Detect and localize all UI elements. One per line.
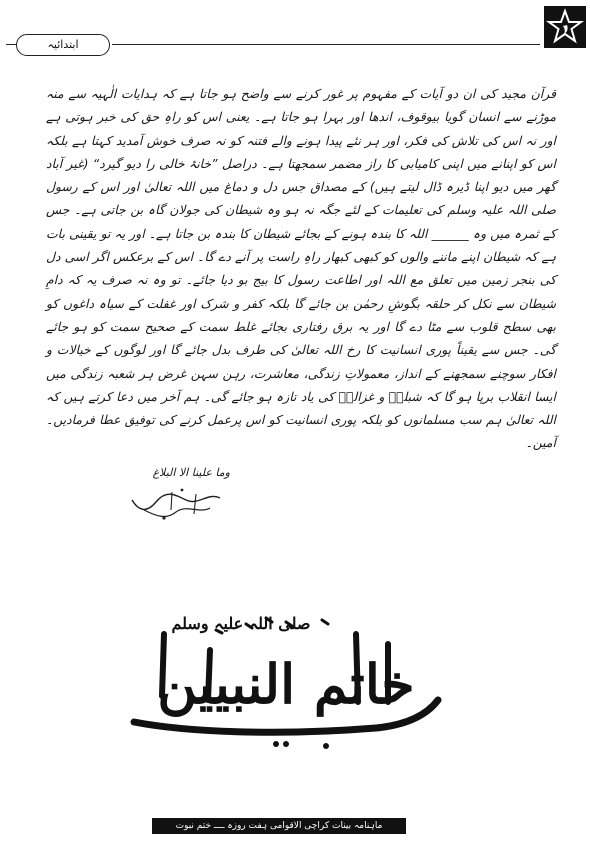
section-label: ابتدائیہ [16, 34, 110, 56]
footer-bar: ماہنامہ بینات کراچی الاقوامی ہفت روزہ ــــ ختم نبوت [152, 818, 406, 834]
editorial-text [46, 82, 556, 455]
calligraphy-honorific: صلی اللہ علیہ وسلم [171, 614, 311, 633]
star-emblem-icon [544, 6, 586, 48]
author-signature [126, 484, 226, 524]
header-rule-left [6, 44, 16, 45]
closing-line: وما علینا الا البلاغ [152, 466, 230, 479]
body-paragraph: قرآن مجید کی ان دو آیات کے مفہوم پر غور کرنے سے واضح ہو جاتا ہے کہ ہدایات الٰہیہ سے منہ موڑنے سے انسان گویا بیوقوف، اندھا اور بہرا ہو جاتا ہے۔ یعنی اس کو راہِ حق کی خبر ہوتی ہے اور نہ اس کی تلاش کی فکر، اور ہر نئے پیدا ہونے والے فتنہ کو نہ صرف خوش آمدید کہتا ہے بلکہ اس کو اپنانے میں اپنی کامیابی کا راز مضمر سمجھتا ہے۔ دراصل ”خانۂ خالی را دیو گیرد“ (غیر آباد گھر میں دیو اپنا ڈیرہ ڈال لیتے ہیں) کے مصداق جس دل و دماغ میں اللہ تعالیٰ اور اس کے رسول صلی اللہ علیہ وسلم کی تعلیمات کے لئے جگہ نہ ہو وہ شیطان کی جولان گاہ بن جاتی ہے۔ جس کے ثمرہ میں وہ ______ اللہ کا بندہ ہونے کے بجائے شیطان کا بندہ بن جاتا ہے۔ اور یہ تو یقینی بات ہے کہ شیطان اپنے ماننے والوں کو کبھی کبھار راہِ راست پر آنے دے گا۔ اس کے برعکس اگر اسی دل کی بنجر زمین میں تعلق مع اللہ اور اطاعت رسول کا بیج بو دیا جائے۔ تو وہ نہ صرف یہ کہ دامِ شیطان سے نکل کر حلقہ بگوشِ رحمٰن بن جائے گا بلکہ کفر و شرک اور غفلت کے سیاہ داغوں کو بھی سطح قلوب سے مٹا دے گا اور یہ برق رفتاری بجائے غلط سمت کے صحیح سمت کو ہو جائے گی۔ جس سے یقیناً پوری انسانیت کا رخ اللہ تعالیٰ کی طرف بدل جائے گا اور لوگوں کے خیالات و افکار سوچنے سمجھنے کے انداز، معمولاتِ زندگی، معاشرت، رہن سہن غرض ہر شعبہ زندگی میں ایسا انقلاب برپا ہو گا کہ شبلیؒ و غزالیؒ کی یاد تازہ ہو جائے گی۔ ہم آخر میں دعا کرتے ہیں کہ اللہ تعالیٰ ہم سب مسلمانوں کو بلکہ پوری انسانیت کو اس پرعمل کرنے کی توفیق عطا فرمادیں۔ آمین۔ [46, 86, 556, 451]
header-rule [112, 44, 540, 45]
calligraphy-title: خاتم النبیین [157, 652, 415, 716]
calligraphy-panel [126, 604, 446, 754]
